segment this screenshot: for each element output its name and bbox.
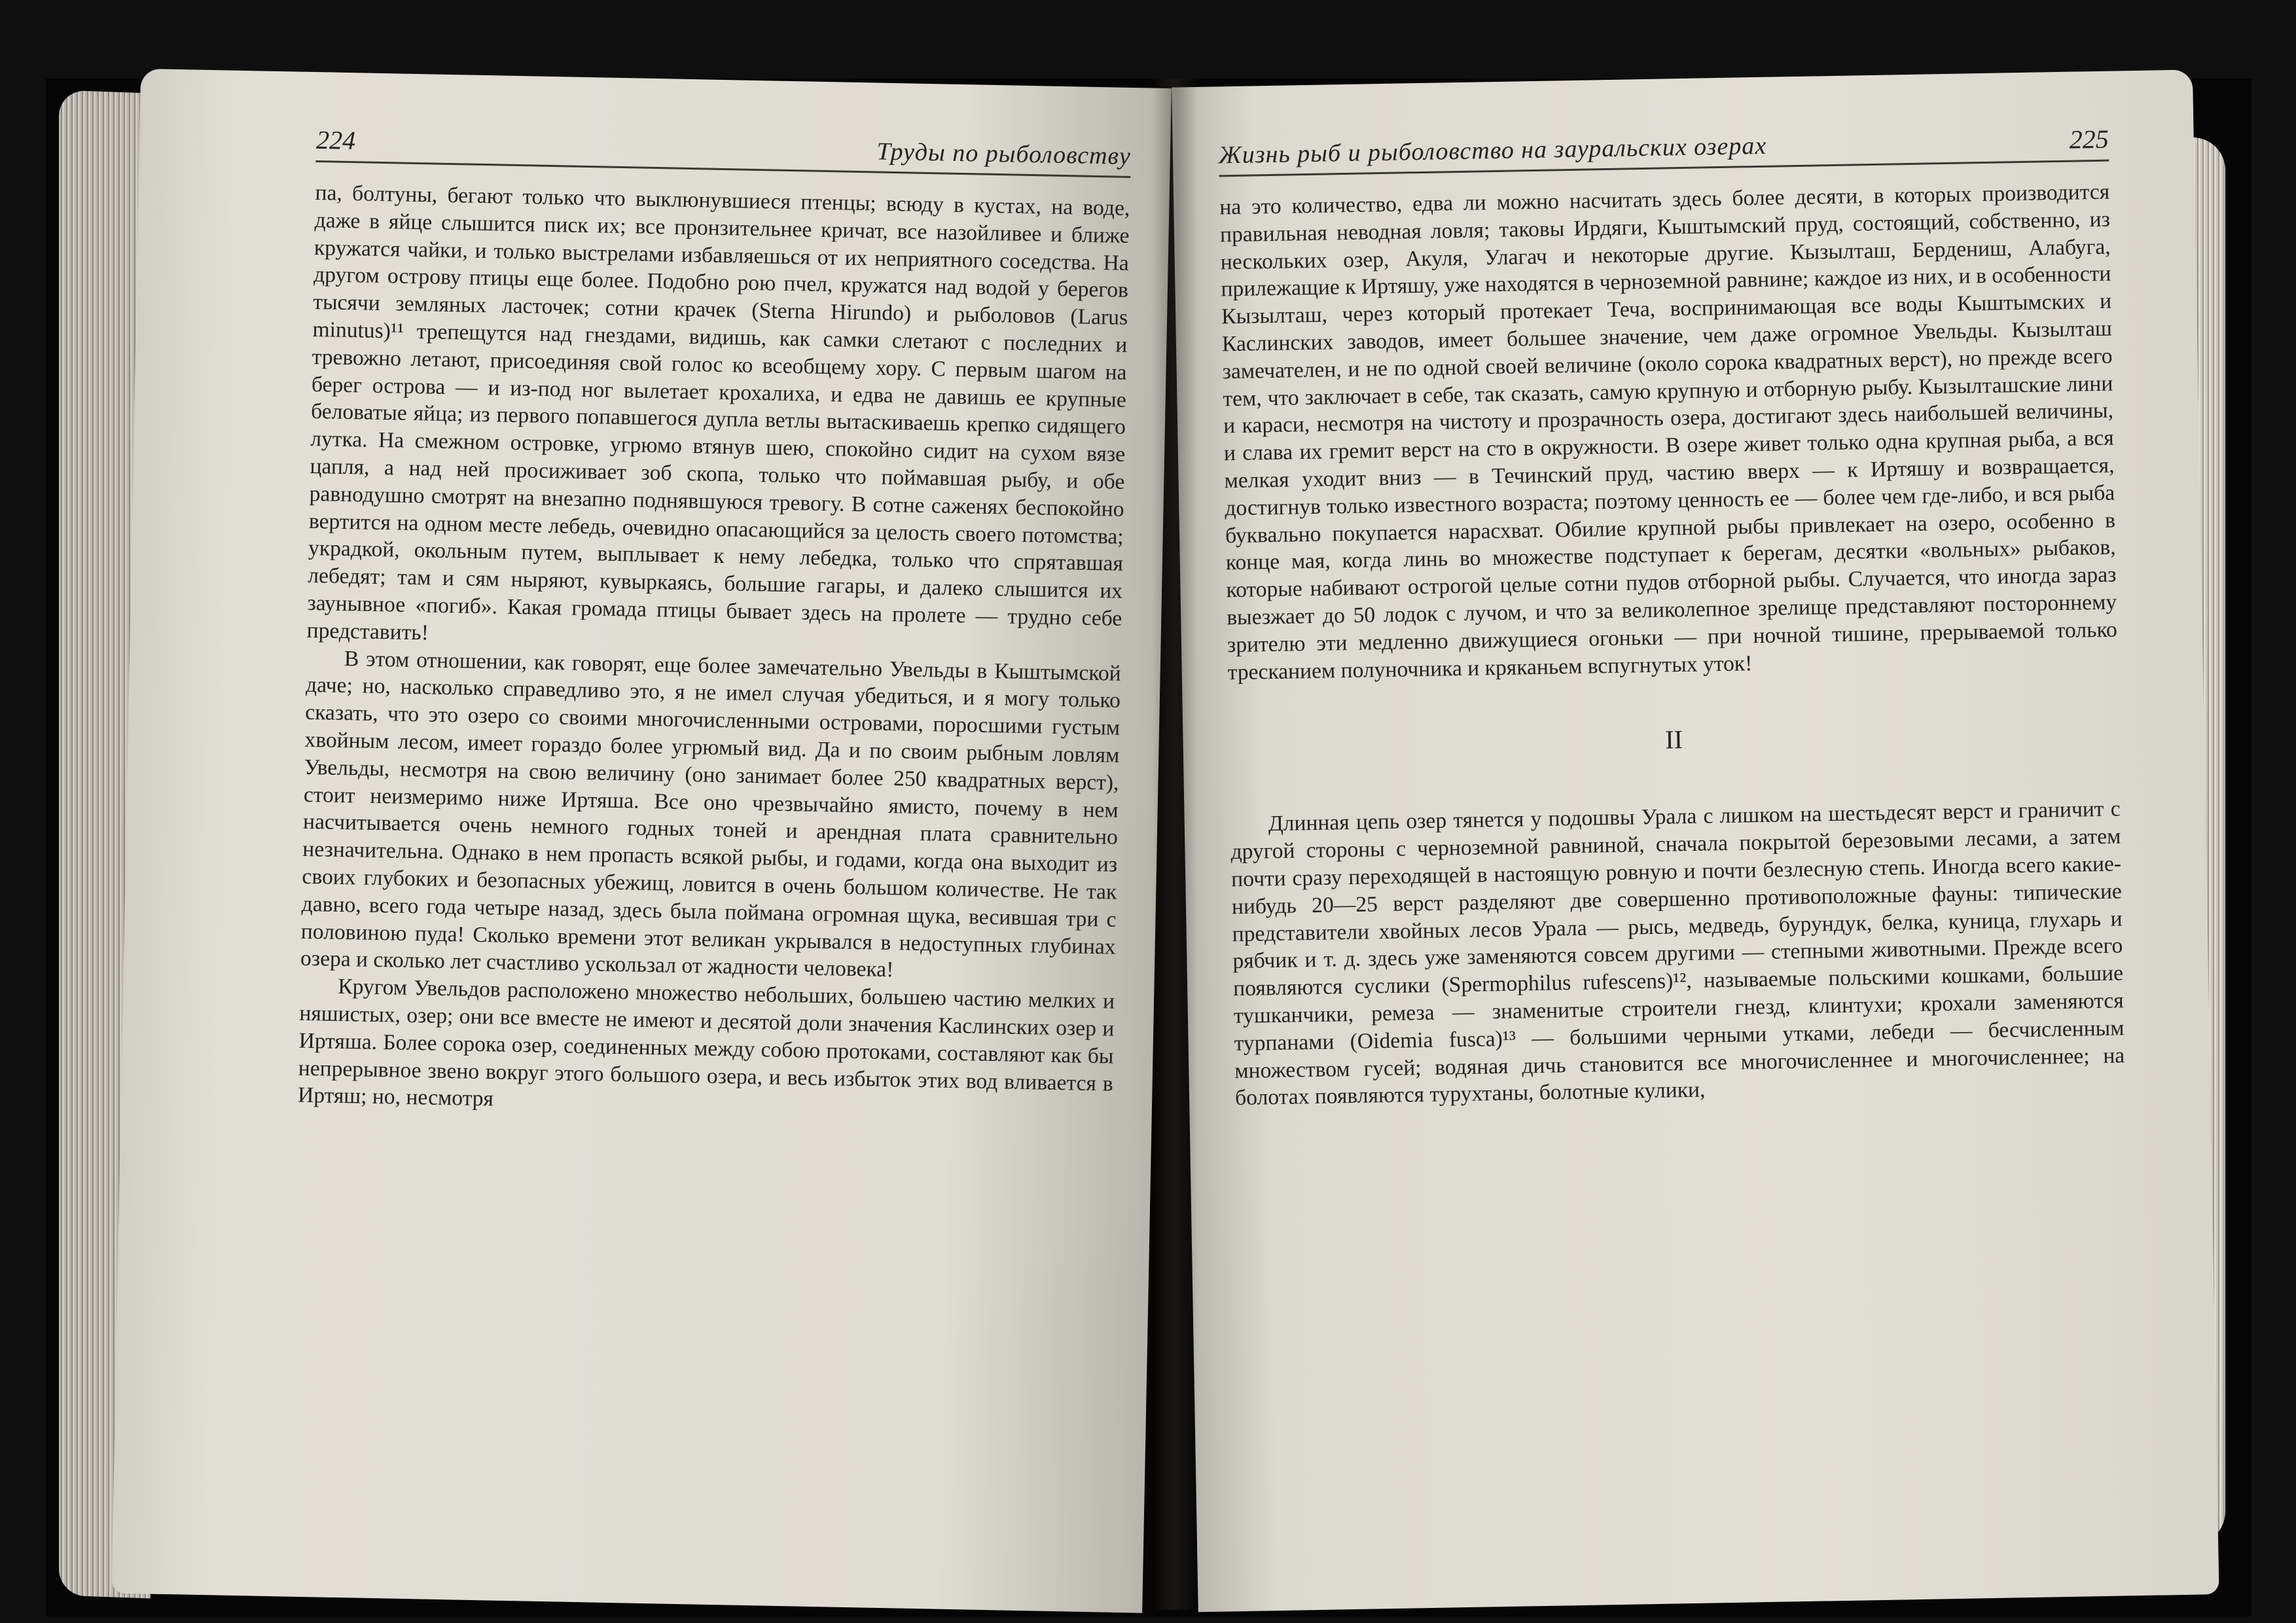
left-paragraph-1: па, болтуны, бегают только что выклюнувшиеся птенцы; всюду в кустах, на воде, даже в яйце слышится писк их; все пронзительнее кричат, все назойливее и ближе кружатся чайки, и только выстрелами избавляешься от их неприятного соседства. На другом острову птицы еще более. Подобно рою пчел, кружатся над водой у берегов тысячи земляных ласточек; сотни крачек (Sterna Hirundo) и рыболовов (Larus minutus)¹¹ трепещутся над гнездами, видишь, как самки слетают с последних и тревожно летают, присоединяя свой голос ко всеобщему хору. С первым шагом на берег острова — и из-под ног вылетает крохалиха, и едва не давишь ее крупные беловатые яйца; из первого попавшегося дупла ветлы вытаскиваешь крепко сидящего лутка. На смежном островке, угрюмо втянув шею, спокойно сидит на сухом вязе цапля, а над ней просиживает зоб скопа, только что поймавшая рыбу, и обе равнодушно смотрят на внезапно поднявшуюся тревогу. В сотне саженях беспокойно вертится на одном месте лебедь, очевидно опасающийся за целость своего потомства; украдкой, окольным путем, выплывает к нему лебедка, только что спрятавшая лебедят; там и сям ныряют, кувыркаясь, большие гагары, и далеко слышится их заунывное «погиб». Какая громада птицы бывает здесь на пролете — трудно себе представить! bbox=[306, 181, 1130, 645]
left-paragraph-2: В этом отношении, как говорят, еще более замечательно Увельды в Кыштымской даче; но, насколько справедливо это, я не имел случая убедиться, и я могу только сказать, что это озеро со своими многочисленными островами, поросшими густым хвойным лесом, имеет гораздо более угрюмый вид. Да и по своим рыбным ловлям Увельды, несмотря на свою величину (оно занимает более 250 квадратных верст), стоит неизмеримо ниже Иртяша. Все оно чрезвычайно ямисто, почему в нем насчитывается очень немного годных тоней и арендная плата сравнительно незначительна. Однако в нем пропасть всякой рыбы, и годами, когда она выходит из своих глубоких и безопасных убежищ, ловится в очень большом количестве. Не так давно, всего года четыре назад, здесь была поймана огромная щука, весившая три с половиною пуда! Сколько времени этот великан укрывался в недоступных глубинах озера и сколько лет счастливо ускользал от жадности человека! bbox=[300, 646, 1122, 982]
left-paragraph-3: Кругом Увельдов расположено множество небольших, большею частию мелких и няшистых, озер; они все вместе не имеют и десятой доли значения Каслинских озер и Иртяша. Более сорока озер, соединенных между собою протоками, составляют как бы непрерывное звено вокруг этого большого озера, и весь избыток этих вод вливается в Иртяш; но, несмотря bbox=[297, 974, 1115, 1111]
right-running-head bbox=[1219, 124, 2109, 177]
book-spine-gutter bbox=[1152, 79, 1198, 1610]
right-section-paragraph-1: Длинная цепь озер тянется у подошвы Урала с лишком на шестьдесят верст и граничит с другой стороны с черноземной равниной, сначала покрытой березовыми лесами, а затем почти сразу переходящей в настоящую ровную и почти безлесную степь. Иногда всего какие-нибудь 20—25 верст разделяют две совершенно противоположные фауны: типические представители хвойных лесов Урала — рысь, медведь, бурундук, белка, куница, глухарь и рябчик и т. д. здесь уже заменяются совсем другими — степными животными. Прежде всего появляются суслики (Spermophilus rufescens)¹², называемые польскими кошками, большие тушканчики, ремеза — знаменитые строители гнезд, клинтухи; крохали заменяются турпанами (Oidemia fusca)¹³ — большими черными утками, лебеди — бесчисленным множеством гусей; водяная дичь становится все многочисленнее и многочисленнее; на болотах появляются турухтаны, болотные кулики, bbox=[1230, 796, 2125, 1111]
right-page-number: 225 bbox=[2069, 124, 2109, 154]
left-page bbox=[111, 69, 1171, 1613]
left-running-title: Труды по рыболовству bbox=[876, 137, 1132, 170]
left-running-head bbox=[315, 124, 1131, 178]
right-paragraph-1: на это количество, едва ли можно насчитать здесь более десяти, в которых производится правильная неводная ловля; таковы Ирдяги, Кыштымский пруд, состоящий, собственно, из нескольких озер, Акуля, Улагач и некоторые другие. Кызылташ, Бердениш, Алабуга, прилежащие к Иртяшу, уже находятся в черноземной равнине; каждое из них, и в особенности Кызылташ, через который протекает Теча, воспринимающая все воды Кыштымских и Каслинских заводов, имеет большее значение, чем даже огромное Увельды. Кызылташ замечателен, и не по одной своей величине (около сорока квадратных верст), но прежде всего тем, что заключает в себе, так сказать, самую крупную и отборную рыбу. Кызылташские лини и караси, несмотря на чистоту и прозрачность озера, достигают здесь наибольшей величины, и слава их гремит верст на сто в окружности. В озере живет только одна крупная рыба, а вся мелкая уходит вниз — в Течинский пруд, частию вверх — к Иртяшу и возвращается, достигнув только известного возраста; поэтому ценность ее — более чем где-либо, и вся рыба буквально покупается нарасхват. Обилие крупной рыбы привлекает на озеро, особенно в конце мая, когда линь во множестве подступает к берегам, десятки «вольных» рыбаков, которые набивают острогой целые сотни пудов отборной рыбы. Случается, что иногда зараз выезжает до 50 лодок с лучом, и что за великолепное зрелище представляют постороннему зрителю эти медленно движущиеся огоньки — при ночной тишине, прерываемой только треcканием полуночника и кряканьем вспугнутых уток! bbox=[1219, 179, 2118, 685]
right-running-title: Жизнь рыб и рыболовство на зауральских озерах bbox=[1218, 132, 1767, 169]
right-page bbox=[1172, 69, 2219, 1612]
left-page-number: 224 bbox=[315, 125, 356, 156]
section-number: II bbox=[1664, 724, 1683, 755]
